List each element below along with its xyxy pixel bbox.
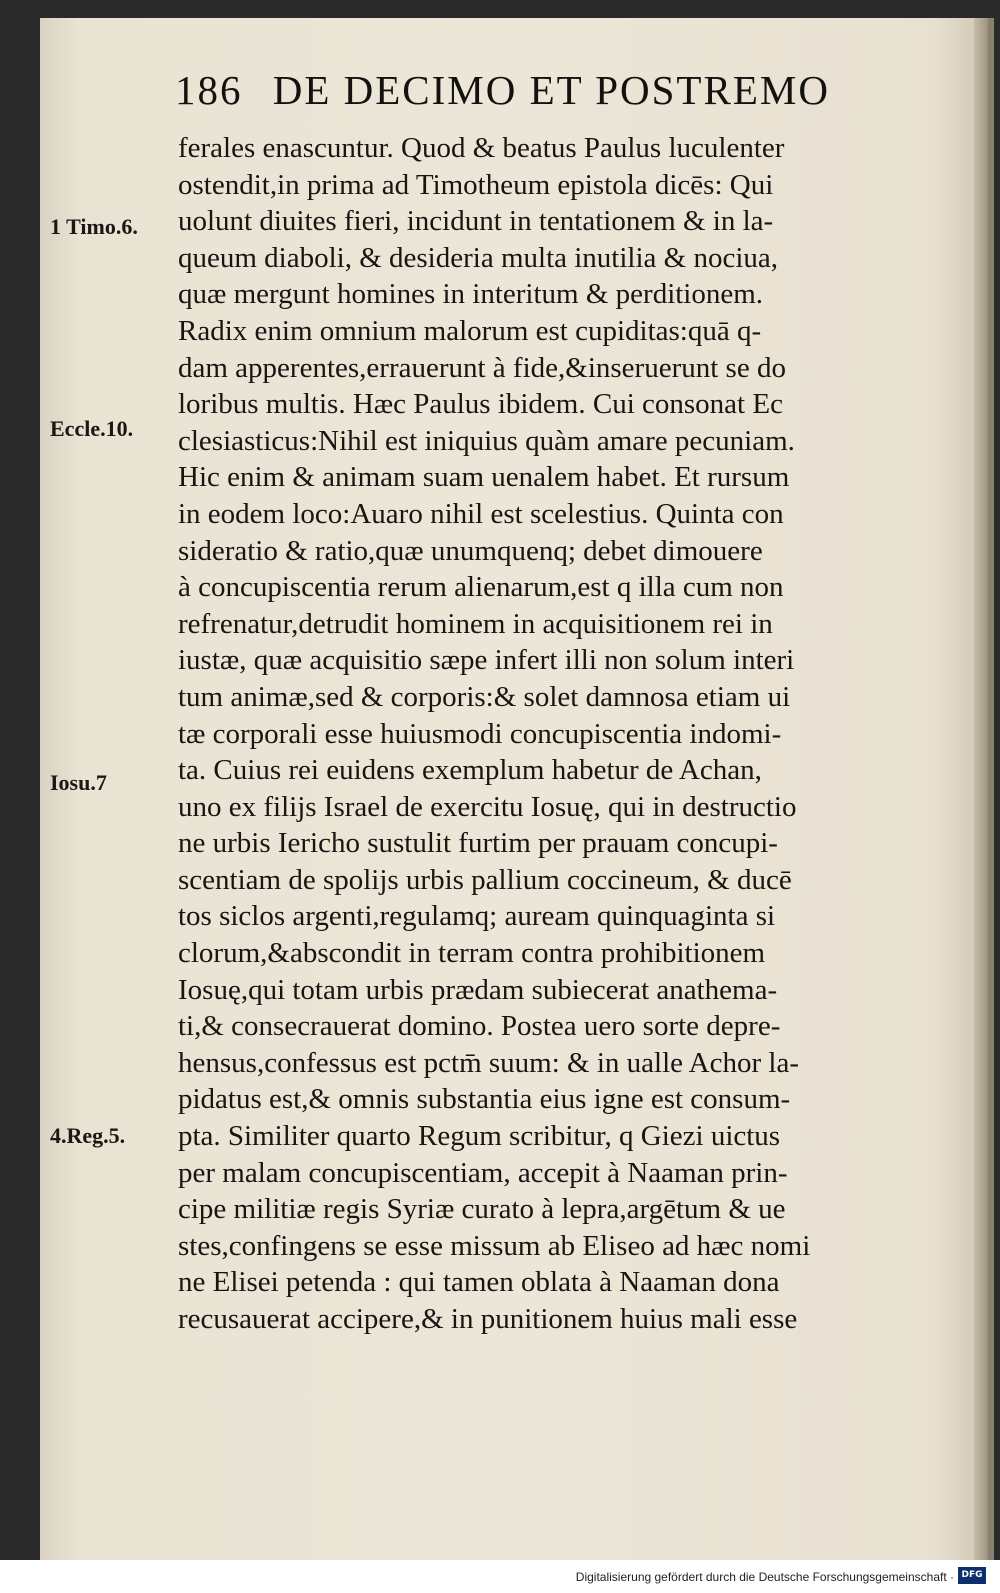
page-edge: [974, 18, 988, 1560]
text-line: tum animæ,sed & corporis:& solet damnosa etiam ui: [178, 680, 791, 713]
text-line: per malam concupiscentiam, accepit à Naaman prin-: [178, 1156, 788, 1189]
text-line: cipe militiæ regis Syriæ curato à lepra,argētum & ue: [178, 1193, 786, 1226]
text-line: stes,confingens se esse missum ab Eliseo ad hæc nomi: [178, 1229, 811, 1262]
page-header: [175, 66, 895, 126]
text-line: ne Elisei petenda : qui tamen oblata à Naaman dona: [178, 1266, 780, 1299]
folio-number: 186: [175, 67, 243, 113]
text-line: ne urbis Iericho sustulit furtim per prauam concupi-: [178, 827, 778, 860]
text-line: tos siclos argenti,regulamq; auream quinquaginta si: [178, 900, 776, 933]
body-text: [178, 130, 898, 1338]
margin-note-timothy: 1 Timo.6.: [50, 214, 138, 239]
text-line: tæ corporali esse huiusmodi concupiscentia indomi-: [178, 717, 782, 750]
text-line: loribus multis. Hæc Paulus ibidem. Cui consonat Ec: [178, 388, 783, 421]
digitization-credit: Digitalisierung gefördert durch die Deutsche Forschungsgemeinschaft ·: [575, 1570, 954, 1584]
text-line: ostendit,in prima ad Timotheum epistola dicēs: Qui: [178, 168, 774, 201]
text-line: dam apperentes,errauerunt à fide,&inseruerunt se do: [178, 351, 786, 384]
text-line: clorum,&abscondit in terram contra prohibitionem: [178, 937, 766, 970]
text-line: sideratio & ratio,quæ unumquenq; debet dimouere: [178, 534, 763, 567]
text-line: clesiasticus:Nihil est iniquius quàm amare pecuniam.: [178, 424, 795, 457]
text-line: ferales enascuntur. Quod & beatus Paulus luculenter: [178, 132, 785, 164]
text-line: pta. Similiter quarto Regum scribitur, q Giezi uictus: [178, 1120, 781, 1153]
running-title: DE DECIMO ET POSTREMO: [272, 67, 830, 113]
footer-bar: [0, 1560, 1000, 1593]
text-line: scentiam de spolijs urbis pallium coccineum, & ducē: [178, 863, 792, 896]
text-line: uolunt diuites fieri, incidunt in tentationem & in la-: [178, 205, 774, 238]
text-line: queum diaboli, & desideria multa inutilia & nociua,: [178, 241, 779, 274]
margin-note-ecclesiasticus: Eccle.10.: [50, 416, 134, 441]
margin-note-kings: 4.Reg.5.: [50, 1123, 126, 1148]
text-line: ti,& consecrauerat domino. Postea uero sorte depre-: [178, 1010, 781, 1043]
text-line: recusauerat accipere,& in punitionem huius mali esse: [178, 1303, 798, 1335]
text-line: refrenatur,detrudit hominem in acquisitionem rei in: [178, 607, 773, 640]
text-line: uno ex filijs Israel de exercitu Iosuę, qui in destructio: [178, 790, 797, 823]
text-line: in eodem loco:Auaro nihil est scelestius. Quinta con: [178, 497, 784, 530]
text-line: iustæ, quæ acquisitio sæpe infert illi non solum interi: [178, 644, 795, 677]
text-line: à concupiscentia rerum alienarum,est q illa cum non: [178, 571, 784, 604]
text-line: Iosuę,qui totam urbis prædam subiecerat anathema-: [178, 973, 778, 1006]
text-line: Hic enim & animam suam uenalem habet. Et rursum: [178, 461, 790, 494]
dfg-logo: DFG: [958, 1567, 986, 1584]
text-line: hensus,confessus est pctm̄ suum: & in ualle Achor la-: [178, 1046, 799, 1079]
text-line: ta. Cuius rei euidens exemplum habetur de Achan,: [178, 754, 762, 787]
text-line: quæ mergunt homines in interitum & perditionem.: [178, 278, 764, 311]
text-line: pidatus est,& omnis substantia eius igne est consum-: [178, 1083, 791, 1116]
margin-note-joshua: Iosu.7: [50, 770, 107, 795]
text-line: Radix enim omnium malorum est cupiditas:quā q-: [178, 314, 762, 347]
